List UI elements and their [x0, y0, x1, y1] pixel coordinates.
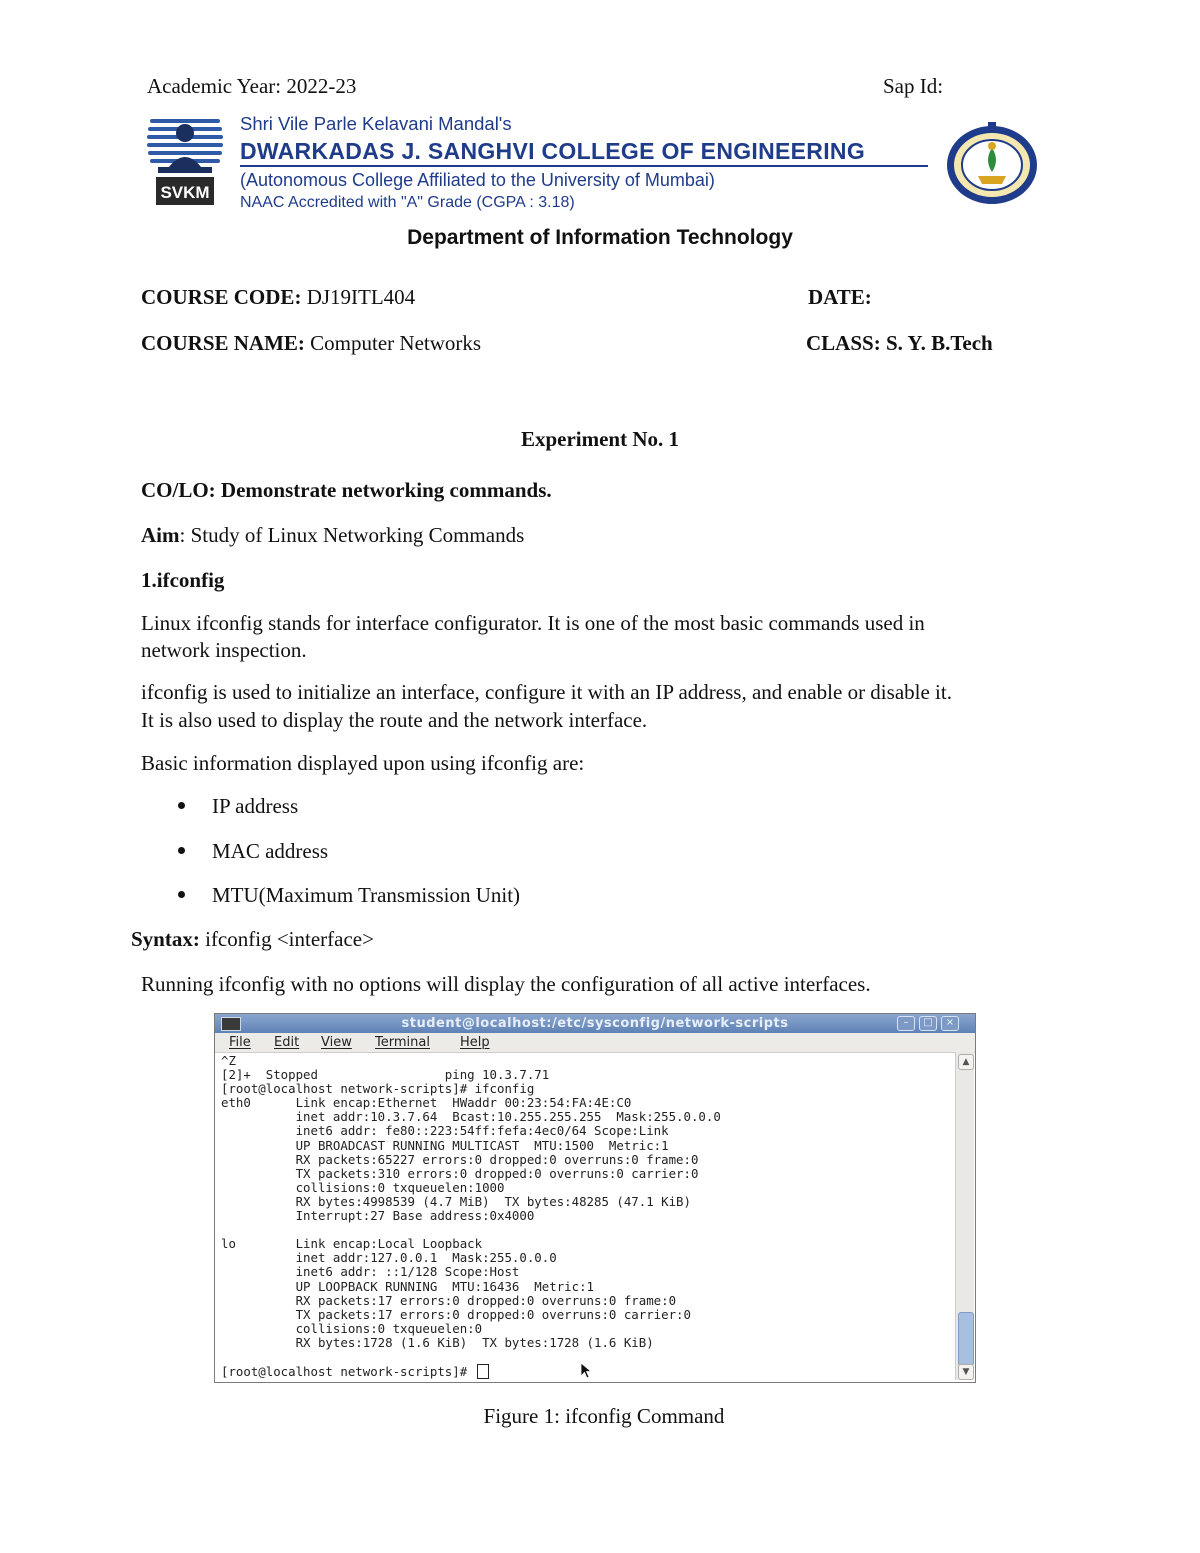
date-label [808, 284, 872, 310]
terminal-line: eth0 Link encap:Ethernet HWaddr 00:23:54:FA:4E:C0 [221, 1095, 632, 1111]
bullet-item: IP address [212, 794, 299, 818]
bullet-item: MTU(Maximum Transmission Unit) [212, 883, 521, 907]
terminal-line: TX packets:310 errors:0 dropped:0 overruns:0 carrier:0 [221, 1165, 699, 1181]
bullet-dot [178, 891, 185, 898]
menu-help[interactable]: Help [460, 1035, 490, 1050]
course-name-label: COURSE NAME: [141, 331, 305, 355]
aim-label: Aim [141, 523, 180, 547]
paragraph-2-line-1: ifconfig is used to initialize an interface, configure it with an IP address, and enable or disable it. [141, 680, 952, 704]
terminal-line: collisions:0 txqueuelen:1000 [221, 1179, 505, 1195]
aim-value: : Study of Linux Networking Commands [179, 523, 525, 547]
sap-id-label: Sap Id: [883, 74, 944, 98]
course-code [141, 284, 415, 310]
paragraph-3: Basic information displayed upon using ifconfig are: [141, 751, 585, 775]
terminal-line: RX bytes:4998539 (4.7 MiB) TX bytes:48285 (47.1 KiB) [221, 1193, 691, 1209]
aim [141, 522, 524, 548]
terminal-line: lo Link encap:Local Loopback [221, 1236, 483, 1252]
paragraph-4: Running ifconfig with no options will display the configuration of all active interfaces. [141, 972, 871, 996]
experiment-title [0, 426, 1200, 452]
scroll-down-arrow-icon[interactable]: ▼ [958, 1364, 974, 1380]
course-name-value: Computer Networks [304, 331, 482, 355]
course-code-value: DJ19ITL404 [301, 285, 416, 309]
syntax-value: ifconfig <interface> [199, 927, 374, 951]
terminal-line [221, 1223, 949, 1237]
figure-caption: Figure 1: ifconfig Command [483, 1404, 725, 1428]
letterhead-line1: Shri Vile Parle Kelavani Mandal's [240, 113, 512, 134]
syntax [131, 926, 374, 952]
terminal-scrollbar[interactable] [955, 1052, 974, 1380]
letterhead-divider [240, 165, 928, 167]
letterhead-line3: (Autonomous College Affiliated to the University of Mumbai) [240, 170, 715, 190]
syntax-label: Syntax: [131, 927, 200, 951]
close-button[interactable]: × [941, 1016, 959, 1031]
terminal-line: RX bytes:1728 (1.6 KiB) TX bytes:1728 (1.6 KiB) [221, 1334, 654, 1350]
paragraph-1-line-1: Linux ifconfig stands for interface configurator. It is one of the most basic commands used in [141, 611, 925, 635]
academic-year: Academic Year: 2022-23 [147, 74, 357, 98]
menu-terminal[interactable]: Terminal [375, 1035, 430, 1050]
terminal-line: ^Z [221, 1053, 236, 1068]
co-lo-text: CO/LO: Demonstrate networking commands. [141, 478, 552, 502]
course-code-label: COURSE CODE: [141, 285, 302, 309]
terminal-line: UP LOOPBACK RUNNING MTU:16436 Metric:1 [221, 1278, 594, 1294]
terminal-title: student@localhost:/etc/sysconfig/network-scripts [401, 1016, 789, 1031]
terminal-line: [2]+ Stopped ping 10.3.7.71 [221, 1067, 550, 1083]
bullet-dot [178, 802, 185, 809]
terminal-line: inet6 addr: fe80::223:54ff:fefa:4ec0/64 Scope:Link [221, 1123, 669, 1139]
letterhead-line4: NAAC Accredited with "A" Grade (CGPA : 3.18) [240, 194, 575, 211]
maximize-button[interactable]: □ [919, 1016, 937, 1031]
terminal-line: RX packets:17 errors:0 dropped:0 overruns:0 frame:0 [221, 1292, 677, 1308]
terminal-line: collisions:0 txqueuelen:0 [221, 1320, 483, 1336]
terminal-line: Interrupt:27 Base address:0x4000 [221, 1208, 535, 1224]
terminal-window [214, 1013, 976, 1383]
text-cursor [477, 1364, 489, 1379]
terminal-output[interactable] [221, 1054, 949, 1380]
bullet-dot [178, 847, 185, 854]
paragraph-1-line-2: network inspection. [141, 638, 307, 662]
menu-edit[interactable]: Edit [274, 1035, 300, 1050]
terminal-line: inet addr:127.0.0.1 Mask:255.0.0.0 [221, 1250, 557, 1266]
class-label [806, 330, 993, 356]
svkm-logo-icon [146, 113, 224, 209]
department-heading: Department of Information Technology [407, 226, 793, 249]
terminal-titlebar [215, 1014, 975, 1033]
class-label-text: CLASS: S. Y. B.Tech [806, 331, 993, 355]
letterhead-text [240, 112, 930, 214]
scrollbar-thumb[interactable] [958, 1312, 974, 1366]
college-name: DWARKADAS J. SANGHVI COLLEGE OF ENGINEERING [240, 138, 866, 164]
minimize-button[interactable]: – [897, 1016, 915, 1031]
date-label-text: DATE: [808, 285, 872, 309]
terminal-prompt: [root@localhost network-scripts]# [221, 1364, 475, 1380]
terminal-line: UP BROADCAST RUNNING MULTICAST MTU:1500 Metric:1 [221, 1137, 669, 1153]
experiment-title-text: Experiment No. 1 [520, 427, 680, 451]
terminal-line: inet addr:10.3.7.64 Bcast:10.255.255.255 Mask:255.0.0.0 [221, 1109, 721, 1125]
section-heading [141, 567, 224, 593]
bullet-item: MAC address [212, 839, 329, 863]
section-heading-text: 1.ifconfig [141, 568, 225, 592]
terminal-line: RX packets:65227 errors:0 dropped:0 overruns:0 frame:0 [221, 1151, 699, 1167]
course-name [141, 330, 481, 356]
terminal-menubar [215, 1033, 975, 1053]
scroll-up-arrow-icon[interactable]: ▲ [958, 1054, 974, 1070]
terminal-line: TX packets:17 errors:0 dropped:0 overruns:0 carrier:0 [221, 1306, 691, 1322]
college-seal-icon [944, 120, 1040, 206]
terminal-line: inet6 addr: ::1/128 Scope:Host [221, 1264, 520, 1280]
menu-file[interactable]: File [229, 1035, 251, 1050]
terminal-line: [root@localhost network-scripts]# ifconfig [221, 1081, 535, 1097]
menu-view[interactable]: View [321, 1035, 352, 1050]
mouse-pointer-icon [580, 1362, 594, 1385]
paragraph-2-line-2: It is also used to display the route and the network interface. [141, 708, 648, 732]
co-lo [141, 477, 552, 503]
logo-text: SVKM [160, 183, 210, 202]
